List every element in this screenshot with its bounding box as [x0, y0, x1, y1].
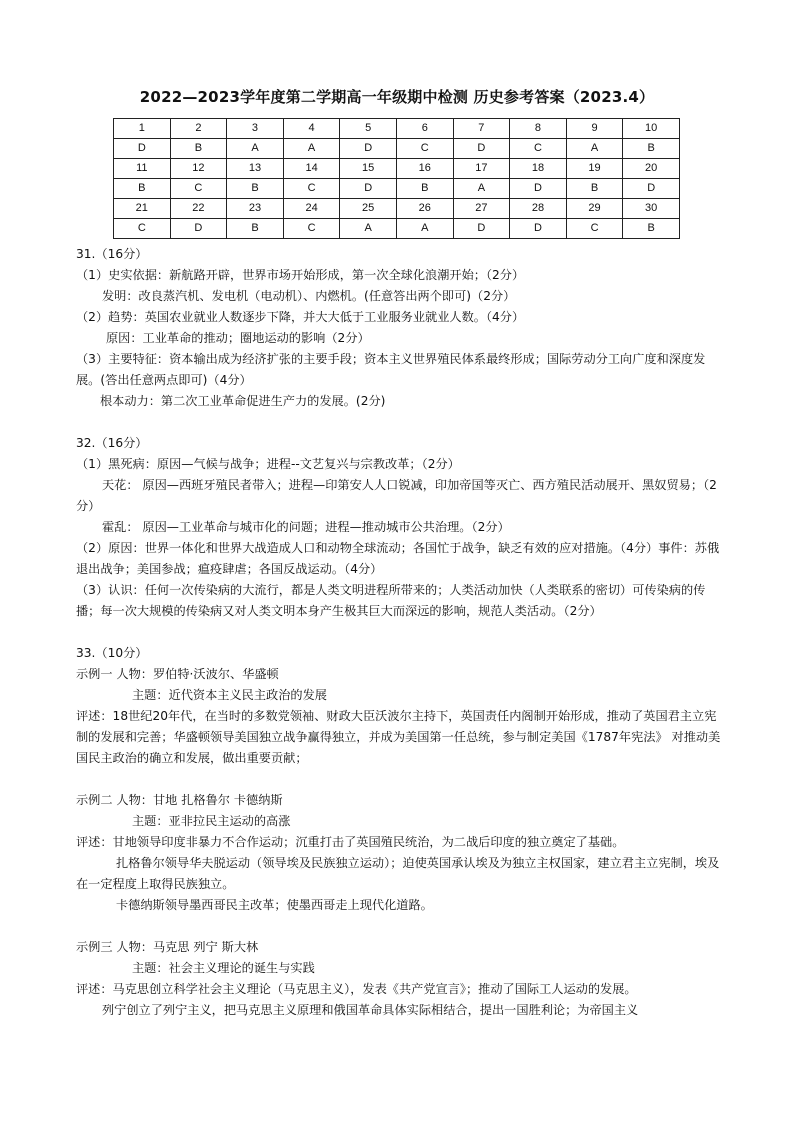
question-number-cell: 22: [170, 199, 227, 219]
answer-cell: A: [283, 139, 340, 159]
q33-example-2-people: 示例二 人物：甘地 扎格鲁尔 卡德纳斯: [76, 793, 283, 807]
answer-cell: B: [227, 179, 284, 199]
question-number-cell: 2: [170, 119, 227, 139]
answer-cell: D: [170, 219, 227, 239]
answer-cell: A: [453, 179, 510, 199]
answer-cell: C: [510, 139, 567, 159]
q33-example-3-review-2: 列宁创立了列宁主义，把马克思主义原理和俄国革命具体实际相结合，提出一国胜利论；为帝国主义: [102, 1003, 639, 1017]
answer-cell: D: [623, 179, 680, 199]
answer-cell: A: [227, 139, 284, 159]
table-row-answers: [114, 139, 680, 159]
answer-table: [113, 118, 680, 239]
answer-cell: B: [623, 139, 680, 159]
question-number-cell: 25: [340, 199, 397, 219]
q31-line-2: 发明：改良蒸汽机、发电机（电动机）、内燃机。(任意答出两个即可)（2分）: [102, 289, 516, 303]
answer-cell: D: [510, 179, 567, 199]
question-number-cell: 19: [566, 159, 623, 179]
question-number-cell: 3: [227, 119, 284, 139]
answer-cell: B: [227, 219, 284, 239]
q33-example-2-review: 评述：甘地领导印度非暴力不合作运动；沉重打击了英国殖民统治，为二战后印度的独立奠定了基础。: [76, 835, 625, 849]
answer-cell: D: [510, 219, 567, 239]
q33-example-2-review-3: 卡德纳斯领导墨西哥民主改革；使墨西哥走上现代化道路。: [116, 898, 433, 912]
question-number-cell: 14: [283, 159, 340, 179]
question-number-cell: 5: [340, 119, 397, 139]
question-number-cell: 30: [623, 199, 680, 219]
answer-cell: C: [396, 139, 453, 159]
table-row-answers: [114, 179, 680, 199]
question-number-cell: 12: [170, 159, 227, 179]
question-number-cell: 9: [566, 119, 623, 139]
question-number-cell: 7: [453, 119, 510, 139]
answer-cell: C: [283, 179, 340, 199]
q33-example-3-people: 示例三 人物：马克思 列宁 斯大林: [76, 940, 259, 954]
question-number-cell: 26: [396, 199, 453, 219]
question-number-cell: 21: [114, 199, 171, 219]
question-number-cell: 8: [510, 119, 567, 139]
table-row-question-numbers: [114, 119, 680, 139]
q33-heading: 33.（10分）: [76, 646, 148, 660]
q33-example-3-review: 评述：马克思创立科学社会主义理论（马克思主义），发表《共产党宣言》；推动了国际工人运动的发展。: [76, 982, 637, 996]
q31-line-1: （1）史实依据：新航路开辟，世界市场开始形成，第一次全球化浪潮开始；（2分）: [76, 268, 525, 282]
q32-line-2: 天花： 原因—西班牙殖民者带入；进程—印第安人人口锐减，印加帝国等灭亡、西方殖民活动展开、黑奴贸易；（2分）: [76, 478, 717, 513]
answer-cell: B: [396, 179, 453, 199]
q33-example-2-theme: 主题：亚非拉民主运动的高涨: [132, 814, 291, 828]
answer-content: [76, 244, 728, 1021]
table-row-answers: [114, 219, 680, 239]
q32-line-5: （3）认识：任何一次传染病的大流行，都是人类文明进程所带来的；人类活动加快（人类联系的密切）可传染病的传播；每一次大规模的传染病又对人类文明本身产生极其巨大而深远的影响，规范人类活动。（2分）: [76, 583, 706, 618]
question-number-cell: 27: [453, 199, 510, 219]
answer-cell: B: [566, 179, 623, 199]
question-number-cell: 23: [227, 199, 284, 219]
answer-cell: A: [566, 139, 623, 159]
table-row-question-numbers: [114, 159, 680, 179]
answer-cell: B: [114, 179, 171, 199]
question-number-cell: 28: [510, 199, 567, 219]
q33-example-1-people: 示例一 人物：罗伯特·沃波尔、华盛顿: [76, 667, 279, 681]
question-number-cell: 20: [623, 159, 680, 179]
answer-cell: D: [340, 139, 397, 159]
question-number-cell: 24: [283, 199, 340, 219]
answer-cell: D: [114, 139, 171, 159]
question-number-cell: 6: [396, 119, 453, 139]
page-title: 2022—2023学年度第二学期高一年级期中检测 历史参考答案（2023.4）: [139, 88, 655, 106]
question-number-cell: 15: [340, 159, 397, 179]
q32-line-4: （2）原因：世界一体化和世界大战造成人口和动物全球流动；各国忙于战争，缺乏有效的应对措施。（4分）事件：苏俄退出战争；美国参战；瘟疫肆虐；各国反战运动。（4分）: [76, 541, 720, 576]
question-number-cell: 11: [114, 159, 171, 179]
q32-line-3: 霍乱： 原因—工业革命与城市化的问题；进程—推动城市公共治理。（2分）: [102, 520, 510, 534]
answer-cell: B: [170, 139, 227, 159]
question-number-cell: 18: [510, 159, 567, 179]
answer-cell: B: [623, 219, 680, 239]
answer-cell: D: [453, 219, 510, 239]
answer-cell: C: [170, 179, 227, 199]
q33-example-1-theme: 主题：近代资本主义民主政治的发展: [132, 688, 327, 702]
answer-cell: C: [283, 219, 340, 239]
question-number-cell: 1: [114, 119, 171, 139]
q32-heading: 32.（16分）: [76, 436, 148, 450]
q31-line-3: （2）趋势：英国农业就业人数逐步下降，并大大低于工业服务业就业人数。（4分）: [76, 310, 525, 324]
q33-example-2-review-2: 扎格鲁尔领导华夫脱运动（领导埃及民族独立运动）；迫使英国承认埃及为独立主权国家，建立君主立宪制，埃及在一定程度上取得民族独立。: [76, 856, 720, 891]
q31-line-5: （3）主要特征：资本输出成为经济扩张的主要手段；资本主义世界殖民体系最终形成；国际劳动分工向广度和深度发展。(答出任意两点即可)（4分）: [76, 352, 706, 387]
answer-cell: C: [566, 219, 623, 239]
question-number-cell: 16: [396, 159, 453, 179]
answer-cell: A: [396, 219, 453, 239]
answer-cell: D: [340, 179, 397, 199]
table-row-question-numbers: [114, 199, 680, 219]
answer-cell: C: [114, 219, 171, 239]
q31-line-4: 原因：工业革命的推动；圈地运动的影响（2分）: [106, 331, 370, 345]
question-number-cell: 29: [566, 199, 623, 219]
q31-line-6: 根本动力：第二次工业革命促进生产力的发展。(2分): [100, 394, 386, 408]
question-number-cell: 13: [227, 159, 284, 179]
q33-example-3-theme: 主题：社会主义理论的诞生与实践: [132, 961, 315, 975]
question-number-cell: 17: [453, 159, 510, 179]
answer-cell: D: [453, 139, 510, 159]
q32-line-1: （1）黑死病：原因—气候与战争；进程--文艺复兴与宗教改革；（2分）: [76, 457, 460, 471]
q33-example-1-review: 评述：18世纪20年代，在当时的多数党领袖、财政大臣沃波尔主持下，英国责任内阁制开始形成，推动了英国君主立宪制的发展和完善；华盛顿领导美国独立战争赢得独立，并成为美国第一任总统，参与制定美国《1787年宪法》 对推动美国民主政治的确立和发展，做出重要贡献；: [76, 709, 721, 765]
q31-heading: 31.（16分）: [76, 247, 148, 261]
answer-cell: A: [340, 219, 397, 239]
question-number-cell: 4: [283, 119, 340, 139]
question-number-cell: 10: [623, 119, 680, 139]
